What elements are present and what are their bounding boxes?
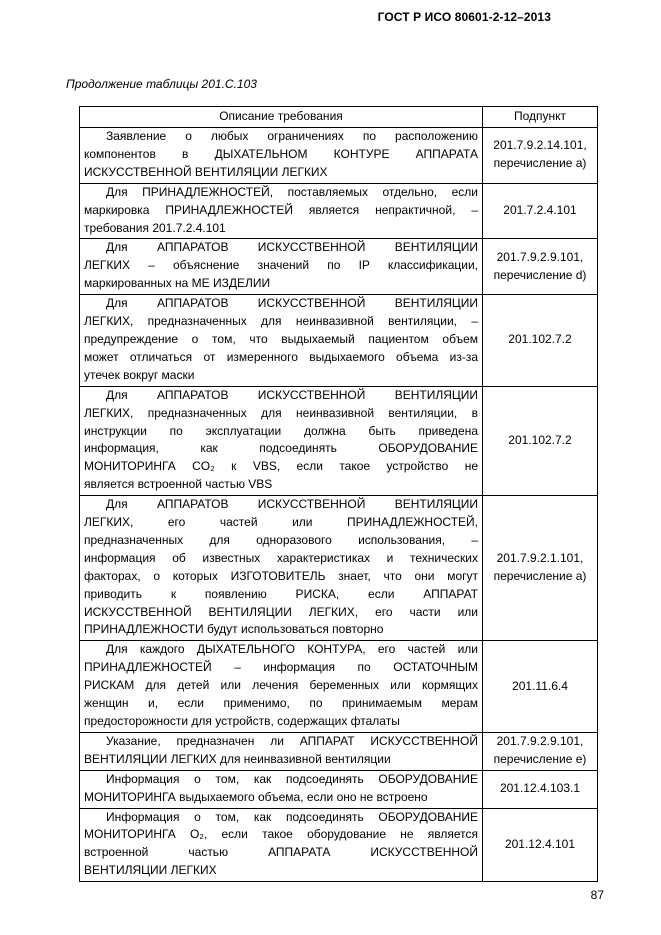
requirement-description (80, 239, 483, 295)
requirement-description (80, 128, 483, 184)
page-number: 87 (590, 888, 604, 902)
subclause-line: перечисление е) (493, 752, 587, 767)
column-header-description: Описание требования (80, 107, 483, 128)
description-line: ВЕНТИЛЯЦИИ ЛЕГКИХ для неинвазивной вентиляции (84, 751, 391, 766)
description-line: женщин и, если применимо, по принимаемым мерам (84, 696, 478, 711)
description-line: ЛЕГКИХ, предназначенных для неинвазивной вентиляции, – (84, 314, 478, 329)
description-line: приводить к появлению РИСКА, если АППАРАТ (84, 586, 478, 601)
subclause-reference (483, 128, 598, 184)
description-line: Для АППАРАТОВ ИСКУССТВЕННОЙ ВЕНТИЛЯЦИИ (106, 240, 478, 255)
description-line: ИСКУССТВЕННОЙ ВЕНТИЛЯЦИИ ЛЕГКИХ (84, 164, 328, 179)
requirement-description (80, 386, 483, 495)
table-row (80, 770, 598, 808)
subclause-reference (483, 808, 598, 882)
subclause-reference (483, 770, 598, 808)
requirement-description (80, 808, 483, 882)
description-line: Указание, предназначен ли АППАРАТ ИСКУССТВЕННОЙ (106, 733, 478, 748)
description-line: информация об известных характеристиках и технических (84, 550, 478, 565)
table-row (80, 239, 598, 295)
subclause-line: 201.7.9.2.1.101, (496, 551, 584, 566)
description-line: Для АППАРАТОВ ИСКУССТВЕННОЙ ВЕНТИЛЯЦИИ (106, 387, 478, 402)
requirements-table (79, 106, 598, 882)
table-row (80, 496, 598, 641)
requirement-description (80, 496, 483, 641)
description-line: МОНИТОРИНГА CO₂ к VBS, если такое устройство не (84, 459, 478, 474)
table-row (80, 128, 598, 184)
subclause-reference (483, 386, 598, 495)
description-line: Для каждого ДЫХАТЕЛЬНОГО КОНТУРА, его частей или (106, 642, 478, 657)
description-line: предназначенных для одноразового использования, – (84, 532, 478, 547)
description-line: РИСКАМ для детей или лечения беременных или кормящих (84, 678, 478, 693)
requirement-description (80, 183, 483, 239)
subclause-reference (483, 732, 598, 770)
description-line: МОНИТОРИНГА O₂, если такое оборудование не является (84, 827, 478, 842)
subclause-line: перечисление а) (493, 569, 587, 584)
description-line: ЛЕГКИХ, предназначенных для неинвазивной вентиляции, в (84, 405, 478, 420)
description-line: Информация о том, как подсоединять ОБОРУДОВАНИЕ (106, 809, 478, 824)
description-line: Для ПРИНАДЛЕЖНОСТЕЙ, поставляемых отдельно, если (106, 184, 478, 199)
table-row (80, 732, 598, 770)
description-line: ЛЕГКИХ, его частей или ПРИНАДЛЕЖНОСТЕЙ, (84, 515, 478, 530)
description-line: Информация о том, как подсоединять ОБОРУДОВАНИЕ (106, 771, 478, 786)
subclause-line: 201.7.9.2.9.101, (496, 734, 584, 749)
description-line: Для АППАРАТОВ ИСКУССТВЕННОЙ ВЕНТИЛЯЦИИ (106, 497, 478, 512)
subclause-reference (483, 239, 598, 295)
table-row (80, 183, 598, 239)
subclause-reference (483, 295, 598, 387)
description-line: предупреждение о том, что выдыхаемый пациентом объем (84, 331, 478, 346)
description-line: Заявление о любых ограничениях по расположению (106, 129, 478, 143)
subclause-line: 201.102.7.2 (508, 432, 572, 447)
table-row (80, 386, 598, 495)
description-line: ПРИНАДЛЕЖНОСТИ будут использоваться повторно (84, 622, 384, 637)
description-line: утечек вокруг маски (84, 367, 195, 382)
table-header-row (80, 107, 598, 128)
table-body (80, 128, 598, 882)
description-line: требования 201.7.2.4.101 (84, 220, 226, 235)
subclause-line: перечисление а) (493, 156, 587, 171)
requirement-description (80, 732, 483, 770)
subclause-line: 201.7.9.2.9.101, (496, 249, 584, 264)
description-line: может отличаться от измеренного выдыхаемого объема из-за (84, 349, 478, 364)
subclause-line: 201.7.2.4.101 (503, 203, 577, 218)
subclause-line: 201.12.4.101 (504, 836, 576, 851)
description-line: инструкции по эксплуатации должна быть приведена (84, 423, 478, 438)
description-line: ПРИНАДЛЕЖНОСТЕЙ – информация по ОСТАТОЧНЫМ (84, 660, 478, 675)
requirement-description (80, 770, 483, 808)
description-line: маркированных на МЕ ИЗДЕЛИИ (84, 276, 271, 291)
subclause-line: 201.11.6.4 (512, 678, 568, 693)
subclause-line: 201.12.4.103.1 (499, 781, 581, 796)
description-line: факторах, о которых ИЗГОТОВИТЕЛЬ знает, что они могут (84, 568, 478, 583)
description-line: ИСКУССТВЕННОЙ ВЕНТИЛЯЦИИ ЛЕГКИХ, его части или (84, 604, 478, 619)
description-line: информация, как подсоединять ОБОРУДОВАНИЕ (84, 441, 478, 456)
description-line: Для АППАРАТОВ ИСКУССТВЕННОЙ ВЕНТИЛЯЦИИ (106, 296, 478, 311)
description-line: является встроенной частью VBS (84, 477, 273, 492)
subclause-reference (483, 496, 598, 641)
description-line: МОНИТОРИНГА выдыхаемого объема, если оно не встроено (84, 789, 428, 804)
table-row (80, 641, 598, 733)
table-caption: Продолжение таблицы 201.С.103 (66, 77, 257, 91)
description-line: маркировка ПРИНАДЛЕЖНОСТЕЙ является непрактичной, – (84, 202, 478, 217)
subclause-line: перечисление d) (493, 267, 587, 282)
subclause-line: 201.102.7.2 (508, 332, 572, 347)
description-line: встроенной частью АППАРАТА ИСКУССТВЕННОЙ (84, 845, 478, 860)
column-header-subclause: Подпункт (483, 107, 598, 128)
requirement-description (80, 295, 483, 387)
requirement-description (80, 641, 483, 733)
description-line: ЛЕГКИХ – объяснение значений по IP классификации, (84, 258, 478, 273)
table-row (80, 295, 598, 387)
description-line: предосторожности для устройств, содержащих фталаты (84, 714, 400, 728)
standard-designation: ГОСТ Р ИСО 80601-2-12–2013 (377, 10, 551, 24)
subclause-reference (483, 641, 598, 733)
description-line: ВЕНТИЛЯЦИИ ЛЕГКИХ (84, 863, 217, 878)
table-row (80, 808, 598, 882)
description-line: компонентов в ДЫХАТЕЛЬНОМ КОНТУРЕ АППАРАТА (84, 146, 478, 161)
subclause-line: 201.7.9.2.14.101, (493, 138, 587, 153)
subclause-reference (483, 183, 598, 239)
